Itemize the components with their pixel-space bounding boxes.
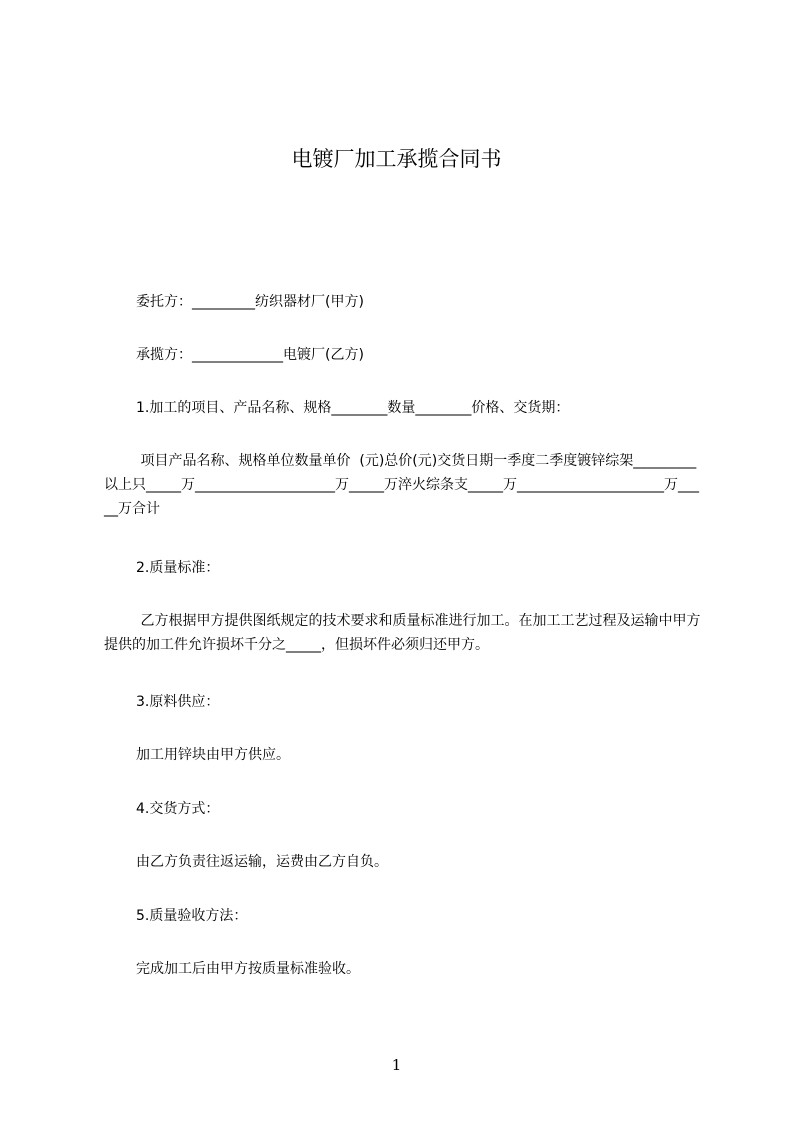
paragraph-section-4: 4.交货方式： (136, 801, 220, 817)
paragraph-delivery-method: 由乙方负责往返运输，运费由乙方自负。 (136, 854, 388, 870)
paragraph-acceptance-method: 完成加工后由甲方按质量标准验收。 (136, 961, 360, 977)
document-title: 电镀厂加工承揽合同书 (291, 147, 502, 171)
paragraph-section-1: 1.加工的项目、产品名称、规格________数量________价格、交货期： (136, 400, 570, 416)
paragraph-client: 委托方：_________纺织器材厂(甲方) (136, 294, 364, 310)
paragraph-material-supply: 加工用锌块由甲方供应。 (136, 747, 290, 763)
paragraph-contractor: 承揽方：_____________电镀厂(乙方) (136, 347, 364, 363)
paragraph-section-3: 3.原料供应： (136, 694, 220, 710)
page-number: 1 (391, 1056, 402, 1074)
paragraph-quality-standard: 乙方根据甲方提供图纸规定的技术要求和质量标准进行加工。在加工工艺过程及运输中甲方提供的加工件允许损坏千分之_____，但损坏件必须归还甲方。 (104, 613, 701, 653)
paragraph-section-2: 2.质量标准： (136, 560, 220, 576)
paragraph-section-5: 5.质量验收方法： (136, 908, 248, 924)
paragraph-items-table-text: 项目产品名称、规格单位数量单价 (元)总价(元)交货日期一季度二季度镀锌综架_________以上只_____万____________________万_____万淬火综条支_____万_____________________万_____万合计 (104, 453, 699, 517)
